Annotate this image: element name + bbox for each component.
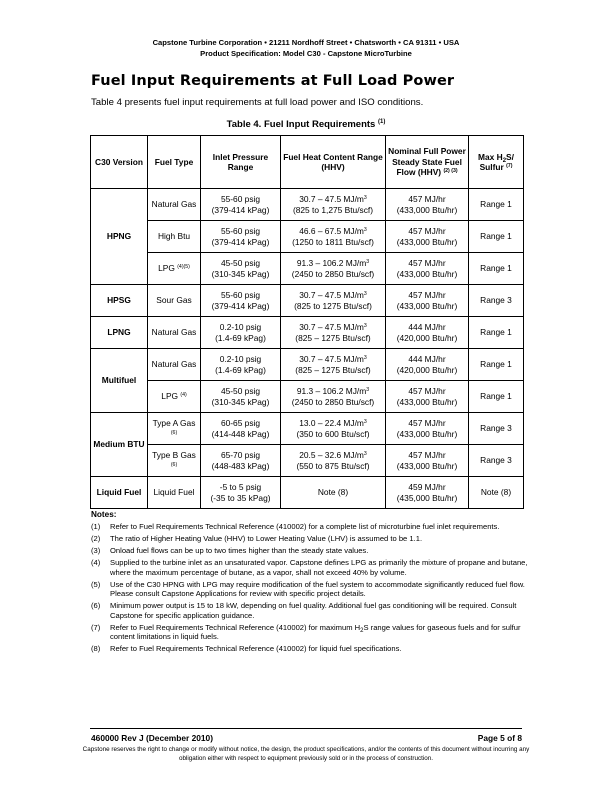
col-header-flow bbox=[386, 136, 469, 189]
heat-unit-exponent: 3 bbox=[363, 451, 367, 457]
fuel-flow-mj: 457 MJ/hr bbox=[408, 226, 446, 236]
pressure-kpag: (310-345 kPag) bbox=[211, 268, 270, 279]
footer-page-number: Page 5 of 8 bbox=[477, 733, 522, 743]
fuel-type-text: Type B Gas bbox=[152, 450, 196, 460]
note-text: Refer to Fuel Requirements Technical Reference (410002) for a complete list of microturbine fuel inlet requirements. bbox=[110, 522, 500, 531]
heat-btu: (2450 to 2850 Btu/scf) bbox=[291, 396, 375, 407]
fuel-flow-mj: 444 MJ/hr bbox=[408, 354, 446, 364]
note-number: (6) bbox=[91, 601, 101, 611]
col-header-flow-note: (2) (3) bbox=[443, 168, 458, 175]
note-item bbox=[91, 546, 531, 556]
fuel-type-text: High Btu bbox=[157, 231, 191, 242]
heat-content-cell bbox=[281, 381, 386, 413]
table-row bbox=[91, 445, 524, 477]
note-item bbox=[91, 522, 531, 532]
pressure-kpag: (379-414 kPag) bbox=[211, 204, 270, 215]
note-number: (4) bbox=[91, 557, 101, 567]
heat-btu: (350 to 600 Btu/scf) bbox=[296, 428, 370, 439]
note-text bbox=[110, 623, 531, 642]
heat-btu: (825 – 1275 Btu/scf) bbox=[295, 332, 371, 343]
fuel-flow-cell bbox=[386, 189, 469, 221]
sulfur-range-cell: Range 1 bbox=[469, 253, 524, 285]
note-number: (7) bbox=[91, 622, 101, 632]
fuel-flow-mj: 444 MJ/hr bbox=[408, 322, 446, 332]
heat-btu: (825 – 1275 Btu/scf) bbox=[295, 364, 371, 375]
footer-rule bbox=[90, 728, 522, 729]
version-cell-liquid-fuel: Liquid Fuel bbox=[91, 477, 148, 509]
col-header-h2s-a: Max H bbox=[478, 151, 503, 162]
fuel-flow-btu: (433,000 Btu/hr) bbox=[396, 396, 458, 407]
heat-mj-line bbox=[283, 290, 383, 301]
note-item bbox=[91, 534, 531, 544]
fuel-flow-cell bbox=[386, 477, 469, 509]
fuel-type-cell bbox=[148, 445, 201, 477]
section-title: Fuel Input Requirements at Full Load Power bbox=[91, 73, 455, 89]
pressure-kpag: (379-414 kPag) bbox=[211, 236, 270, 247]
heat-mj: 91.3 – 106.2 MJ/m bbox=[296, 386, 367, 396]
note-text: Supplied to the turbine inlet as an unsaturated vapor. Capstone defines LPG as primarily the mixture of propane and butane, where the maximum percentage of butane, as a vapor, shall not exceed 40% by volume. bbox=[110, 557, 528, 577]
table-row bbox=[91, 413, 524, 445]
pressure-psig: 45-50 psig bbox=[220, 258, 261, 268]
fuel-type-cell bbox=[148, 285, 201, 317]
heat-mj: 30.7 – 47.5 MJ/m bbox=[299, 194, 364, 204]
table-row bbox=[91, 253, 524, 285]
heat-content-cell bbox=[281, 477, 386, 509]
heat-unit-exponent: 3 bbox=[363, 355, 367, 361]
footer-disclaimer: Capstone reserves the right to change or modify without notice, the design, the product specifications, and/or the contents of this document without incurring any obligation either with respect to equipment previously sold or in the process of construction. bbox=[82, 746, 530, 762]
table-caption bbox=[0, 119, 612, 130]
table-row bbox=[91, 317, 524, 349]
pressure-kpag: (-35 to 35 kPag) bbox=[210, 492, 271, 503]
fuel-type-cell bbox=[148, 413, 201, 445]
col-header-version: C30 Version bbox=[91, 136, 148, 189]
pressure-psig: 65-70 psig bbox=[220, 450, 261, 460]
heat-mj-line bbox=[283, 354, 383, 365]
heat-unit-exponent: 3 bbox=[363, 227, 367, 233]
heat-content-cell bbox=[281, 317, 386, 349]
fuel-type-text: LPG bbox=[161, 391, 179, 402]
col-header-pressure: Inlet Pressure Range bbox=[201, 136, 281, 189]
fuel-type-text: Natural Gas bbox=[151, 327, 197, 338]
footer-doc-id: 460000 Rev J (December 2010) bbox=[91, 733, 213, 743]
pressure-psig: 55-60 psig bbox=[220, 194, 261, 204]
heat-mj: 30.7 – 47.5 MJ/m bbox=[299, 354, 364, 364]
fuel-flow-mj: 457 MJ/hr bbox=[408, 418, 446, 428]
fuel-flow-cell bbox=[386, 381, 469, 413]
table-row bbox=[91, 221, 524, 253]
fuel-flow-btu: (433,000 Btu/hr) bbox=[396, 268, 458, 279]
fuel-type-cell bbox=[148, 317, 201, 349]
heat-content-cell bbox=[281, 413, 386, 445]
fuel-type-text: Type A Gas bbox=[152, 418, 196, 428]
heat-btu: (2450 to 2850 Btu/scf) bbox=[291, 268, 375, 279]
fuel-type-text: Natural Gas bbox=[151, 359, 197, 370]
heat-btu: (1250 to 1811 Btu/scf) bbox=[292, 236, 374, 247]
pressure-cell bbox=[201, 349, 281, 381]
heat-mj-line bbox=[283, 386, 383, 397]
pressure-cell bbox=[201, 221, 281, 253]
section-intro: Table 4 presents fuel input requirements at full load power and ISO conditions. bbox=[91, 97, 424, 108]
col-header-h2s-sub: 2 bbox=[502, 157, 507, 164]
fuel-flow-mj: 457 MJ/hr bbox=[408, 258, 446, 268]
heat-unit-exponent: 3 bbox=[363, 419, 367, 425]
heat-btu: (550 to 875 Btu/scf) bbox=[296, 460, 370, 471]
fuel-flow-cell bbox=[386, 221, 469, 253]
heat-mj: 91.3 – 106.2 MJ/m bbox=[296, 258, 367, 268]
heat-btu: (825 to 1275 Btu/scf) bbox=[294, 300, 372, 311]
pressure-kpag: (1.4-69 kPag) bbox=[215, 364, 266, 375]
heat-content-cell bbox=[281, 285, 386, 317]
fuel-type-text: Natural Gas bbox=[151, 199, 197, 210]
fuel-flow-mj: 457 MJ/hr bbox=[408, 290, 446, 300]
pressure-cell bbox=[201, 445, 281, 477]
notes-list bbox=[91, 522, 531, 656]
pressure-psig: 45-50 psig bbox=[220, 386, 261, 396]
pressure-psig: 0.2-10 psig bbox=[219, 322, 262, 332]
note-item bbox=[91, 601, 531, 620]
heat-content-cell bbox=[281, 253, 386, 285]
heat-mj-line bbox=[283, 487, 383, 498]
table-caption-text: Table 4. Fuel Input Requirements bbox=[226, 119, 376, 131]
fuel-type-cell bbox=[148, 477, 201, 509]
sulfur-range-cell: Range 3 bbox=[469, 285, 524, 317]
heat-unit-exponent: 3 bbox=[363, 323, 367, 329]
version-cell-hpng: HPNG bbox=[91, 189, 148, 285]
pressure-cell bbox=[201, 317, 281, 349]
sulfur-range-cell: Range 1 bbox=[469, 349, 524, 381]
pressure-cell bbox=[201, 477, 281, 509]
pressure-psig: -5 to 5 psig bbox=[219, 482, 262, 492]
fuel-type-text: LPG bbox=[158, 263, 175, 274]
fuel-flow-mj: 457 MJ/hr bbox=[408, 386, 446, 396]
fuel-type-text: Sour Gas bbox=[156, 295, 192, 306]
sulfur-range-cell: Note (8) bbox=[469, 477, 524, 509]
fuel-flow-btu: (435,000 Btu/hr) bbox=[396, 492, 458, 503]
heat-mj: 46.6 – 67.5 MJ/m bbox=[299, 226, 364, 236]
pressure-cell bbox=[201, 189, 281, 221]
notes-heading: Notes: bbox=[91, 510, 117, 519]
heat-unit-exponent: 3 bbox=[363, 195, 367, 201]
pressure-cell bbox=[201, 413, 281, 445]
fuel-flow-mj: 457 MJ/hr bbox=[408, 450, 446, 460]
heat-mj-line bbox=[283, 226, 383, 237]
table-row bbox=[91, 477, 524, 509]
heat-mj-line bbox=[283, 194, 383, 205]
col-header-h2s-b: S/ Sulfur bbox=[479, 151, 514, 172]
heat-content-cell bbox=[281, 221, 386, 253]
note-text: Use of the C30 HPNG with LPG may require modification of the fuel system to accommodate significantly reduced fuel flow. Please consult Capstone Applications for review with specific project details. bbox=[110, 579, 525, 599]
table-row bbox=[91, 381, 524, 413]
fuel-requirements-table bbox=[90, 135, 524, 509]
page-header bbox=[0, 38, 612, 59]
fuel-flow-cell bbox=[386, 253, 469, 285]
pressure-kpag: (1.4-69 kPag) bbox=[215, 332, 266, 343]
heat-mj: Note (8) bbox=[317, 487, 349, 498]
col-header-h2s-note: (7) bbox=[506, 163, 513, 169]
table-header-row bbox=[91, 136, 524, 189]
version-cell-lpng: LPNG bbox=[91, 317, 148, 349]
fuel-flow-cell bbox=[386, 445, 469, 477]
fuel-flow-btu: (420,000 Btu/hr) bbox=[396, 364, 458, 375]
heat-mj-line bbox=[283, 450, 383, 461]
heat-mj-line bbox=[283, 418, 383, 429]
sulfur-range-cell: Range 1 bbox=[469, 221, 524, 253]
note-text-a: Refer to Fuel Requirements Technical Reference (410002) for maximum H bbox=[110, 622, 361, 632]
pressure-kpag: (414-448 kPag) bbox=[211, 428, 270, 439]
fuel-flow-mj: 457 MJ/hr bbox=[408, 194, 446, 204]
fuel-flow-cell bbox=[386, 349, 469, 381]
fuel-type-note: (4)(5) bbox=[177, 264, 190, 271]
note-item bbox=[91, 623, 531, 642]
pressure-cell bbox=[201, 381, 281, 413]
pressure-cell bbox=[201, 253, 281, 285]
fuel-flow-btu: (433,000 Btu/hr) bbox=[396, 428, 458, 439]
heat-mj: 13.0 – 22.4 MJ/m bbox=[299, 418, 364, 428]
table-row bbox=[91, 349, 524, 381]
col-header-h2s bbox=[469, 136, 524, 189]
note-item bbox=[91, 644, 531, 654]
fuel-flow-mj: 459 MJ/hr bbox=[408, 482, 446, 492]
heat-mj: 30.7 – 47.5 MJ/m bbox=[299, 322, 364, 332]
pressure-psig: 55-60 psig bbox=[220, 290, 261, 300]
note-text-b: S range values for gaseous fuels and for sulfur content limitations in liquid fuels. bbox=[110, 622, 521, 642]
fuel-type-cell bbox=[148, 221, 201, 253]
note-number: (8) bbox=[91, 644, 101, 654]
fuel-flow-btu: (420,000 Btu/hr) bbox=[396, 332, 458, 343]
fuel-flow-btu: (433,000 Btu/hr) bbox=[396, 204, 458, 215]
fuel-flow-cell bbox=[386, 285, 469, 317]
fuel-flow-btu: (433,000 Btu/hr) bbox=[396, 300, 458, 311]
header-product: Product Specification: Model C30 - Capstone MicroTurbine bbox=[200, 48, 412, 58]
heat-mj-line bbox=[283, 258, 383, 269]
fuel-type-cell bbox=[148, 349, 201, 381]
version-cell-hpsg: HPSG bbox=[91, 285, 148, 317]
pressure-kpag: (448-483 kPag) bbox=[211, 460, 270, 471]
sulfur-range-cell: Range 3 bbox=[469, 445, 524, 477]
heat-unit-exponent: 3 bbox=[366, 387, 370, 393]
table-row bbox=[91, 189, 524, 221]
sulfur-range-cell: Range 1 bbox=[469, 381, 524, 413]
fuel-type-note: (6) bbox=[170, 461, 178, 468]
col-header-heat: Fuel Heat Content Range (HHV) bbox=[281, 136, 386, 189]
table-caption-note: (1) bbox=[377, 119, 386, 125]
note-item bbox=[91, 558, 531, 577]
heat-content-cell bbox=[281, 445, 386, 477]
pressure-kpag: (379-414 kPag) bbox=[211, 300, 270, 311]
version-cell-medium-btu: Medium BTU bbox=[91, 413, 148, 477]
heat-mj-line bbox=[283, 322, 383, 333]
note-text-sub: 2 bbox=[360, 627, 364, 634]
sulfur-range-cell: Range 1 bbox=[469, 317, 524, 349]
table-row bbox=[91, 285, 524, 317]
sulfur-range-cell: Range 3 bbox=[469, 413, 524, 445]
note-text: Minimum power output is 15 to 18 kW, depending on fuel quality. Additional fuel gas conditioning will be required. Consult Capstone for specific application guidance. bbox=[110, 601, 517, 620]
note-text: Refer to Fuel Requirements Technical Reference (410002) for liquid fuel specifications. bbox=[110, 644, 402, 654]
note-text: The ratio of Higher Heating Value (HHV) to Lower Heating Value (LHV) is assumed to be 1.1. bbox=[110, 533, 423, 543]
fuel-type-cell bbox=[148, 253, 201, 285]
heat-content-cell bbox=[281, 189, 386, 221]
note-number: (2) bbox=[91, 533, 101, 543]
note-number: (1) bbox=[91, 522, 101, 531]
pressure-cell bbox=[201, 285, 281, 317]
note-text: Onload fuel flows can be up to two times higher than the steady state values. bbox=[110, 545, 369, 555]
col-header-fuel-type: Fuel Type bbox=[148, 136, 201, 189]
fuel-type-note: (6) bbox=[170, 429, 178, 436]
fuel-flow-cell bbox=[386, 413, 469, 445]
heat-mj: 30.7 – 47.5 MJ/m bbox=[299, 290, 364, 300]
version-cell-multifuel: Multifuel bbox=[91, 349, 148, 413]
header-address: Capstone Turbine Corporation • 21211 Nordhoff Street • Chatsworth • CA 91311 • USA bbox=[152, 38, 460, 47]
sulfur-range-cell: Range 1 bbox=[469, 189, 524, 221]
fuel-type-cell bbox=[148, 189, 201, 221]
fuel-flow-btu: (433,000 Btu/hr) bbox=[396, 460, 458, 471]
note-number: (3) bbox=[91, 545, 101, 555]
pressure-psig: 55-60 psig bbox=[220, 226, 261, 236]
pressure-psig: 0.2-10 psig bbox=[219, 354, 262, 364]
fuel-flow-btu: (433,000 Btu/hr) bbox=[396, 236, 458, 247]
heat-unit-exponent: 3 bbox=[363, 291, 367, 297]
pressure-kpag: (310-345 kPag) bbox=[211, 396, 270, 407]
fuel-type-cell bbox=[148, 381, 201, 413]
note-item bbox=[91, 580, 531, 599]
fuel-flow-cell bbox=[386, 317, 469, 349]
heat-unit-exponent: 3 bbox=[366, 259, 370, 265]
fuel-type-note: (4) bbox=[180, 392, 187, 399]
pressure-psig: 60-65 psig bbox=[220, 418, 261, 428]
note-number: (5) bbox=[91, 579, 101, 589]
col-header-flow-text: Nominal Full Power Steady State Fuel Flow (HHV) bbox=[388, 146, 466, 178]
fuel-type-text: Liquid Fuel bbox=[153, 487, 195, 498]
heat-content-cell bbox=[281, 349, 386, 381]
heat-mj: 20.5 – 32.6 MJ/m bbox=[299, 450, 364, 460]
heat-btu: (825 to 1,275 Btu/scf) bbox=[292, 204, 374, 215]
